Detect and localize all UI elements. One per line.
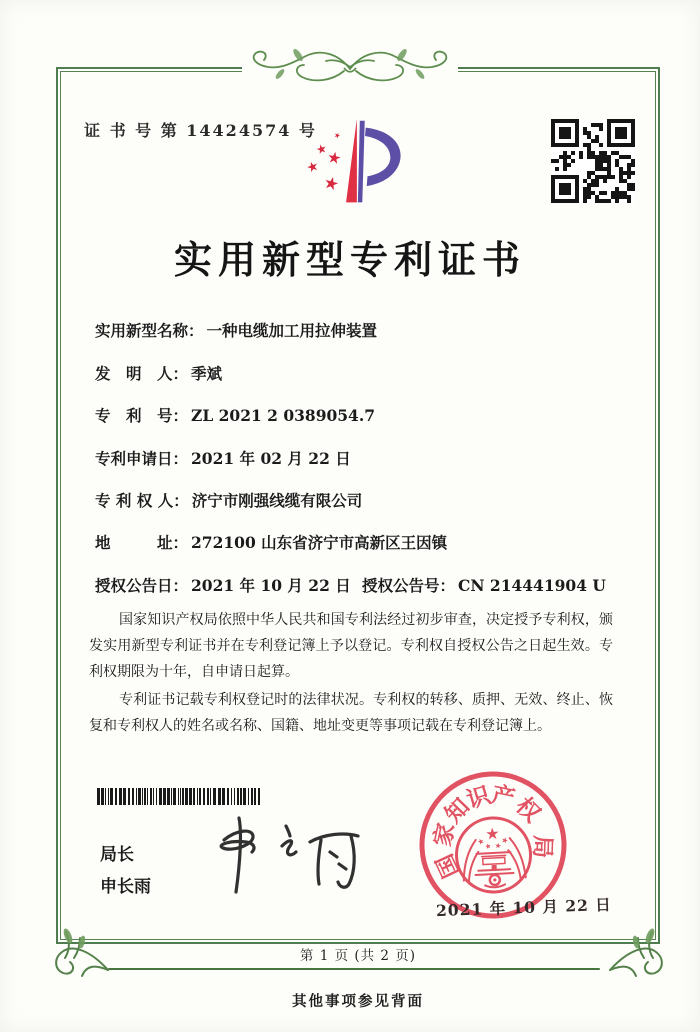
legal-paragraph-1: 国家知识产权局依照中华人民共和国专利法经过初步审查，决定授予专利权，颁发实用新型专利证书并在专利登记簿上予以登记。专利权自授权公告之日起生效。专利权期限为十年，自申请日起算。 bbox=[89, 612, 613, 680]
field-value: 2021 年 02 月 22 日 bbox=[191, 449, 351, 468]
back-side-note: 其他事项参见背面 bbox=[292, 993, 424, 1010]
director-name: 申长雨 bbox=[100, 877, 151, 897]
field-row-address bbox=[95, 531, 447, 553]
legal-text-block bbox=[89, 607, 613, 741]
seal-date: 2021 年 10 月 22 日 bbox=[435, 894, 613, 921]
legal-paragraph-2: 专利证书记载专利权登记时的法律状况。专利权的转移、质押、无效、终止、恢复和专利权人的姓名或名称、国籍、地址变更等事项记载在专利登记簿上。 bbox=[89, 692, 613, 734]
field-label: 地 址： bbox=[95, 533, 189, 552]
field-row-filing-date bbox=[95, 447, 351, 469]
field-row-patentee bbox=[95, 489, 362, 511]
field-label: 专 利 权 人： bbox=[95, 491, 189, 510]
qr-code bbox=[551, 119, 635, 203]
page-number: 第 1 页 (共 2 页) bbox=[299, 948, 417, 964]
field-value: CN 214441904 U bbox=[458, 576, 606, 595]
field-row-patent-number bbox=[95, 404, 375, 426]
field-label: 发 明 人： bbox=[95, 364, 189, 383]
svg-text:局: 局 bbox=[528, 834, 557, 859]
field-value: 季斌 bbox=[191, 364, 223, 383]
field-row-grant-date bbox=[95, 574, 351, 596]
field-value: 济宁市刚强线缆有限公司 bbox=[191, 491, 363, 510]
field-value: 2021 年 10 月 22 日 bbox=[191, 576, 351, 595]
national-emblem bbox=[455, 816, 533, 894]
barcode bbox=[95, 788, 263, 805]
field-value: ZL 2021 2 0389054.7 bbox=[191, 406, 376, 425]
svg-text:产: 产 bbox=[489, 780, 518, 813]
field-label: 实用新型名称： bbox=[95, 321, 204, 340]
footer-divider-line bbox=[108, 968, 600, 970]
director-title: 局长 bbox=[100, 845, 134, 865]
field-value: 272100 山东省济宁市高新区王因镇 bbox=[191, 533, 448, 552]
logo-purple-p bbox=[358, 121, 401, 203]
svg-text:国: 国 bbox=[431, 849, 466, 883]
field-row-inventor bbox=[95, 362, 222, 384]
field-label: 专 利 号： bbox=[95, 406, 189, 425]
director-signature-script bbox=[206, 812, 371, 900]
svg-text:识: 识 bbox=[463, 781, 494, 814]
certificate-title: 实用新型专利证书 bbox=[173, 237, 526, 282]
field-label: 授权公告号： bbox=[362, 576, 456, 595]
logo-stars bbox=[306, 132, 341, 191]
field-value: 一种电缆加工用拉伸装置 bbox=[206, 321, 378, 340]
svg-text:权: 权 bbox=[510, 792, 546, 828]
svg-text:家: 家 bbox=[428, 820, 461, 849]
field-label: 专利申请日： bbox=[95, 449, 189, 468]
top-flourish-ornament bbox=[238, 43, 462, 93]
cnipa-patent-logo-icon bbox=[291, 114, 409, 214]
logo-red-wedge bbox=[346, 119, 357, 203]
svg-text:知: 知 bbox=[439, 792, 476, 829]
barcode-bars bbox=[97, 788, 260, 805]
certificate-number: 证 书 号 第 14424574 号 bbox=[84, 121, 317, 140]
field-row-grant-number bbox=[362, 574, 606, 596]
field-row-utility-model-name bbox=[95, 319, 377, 341]
field-label: 授权公告日： bbox=[95, 576, 189, 595]
